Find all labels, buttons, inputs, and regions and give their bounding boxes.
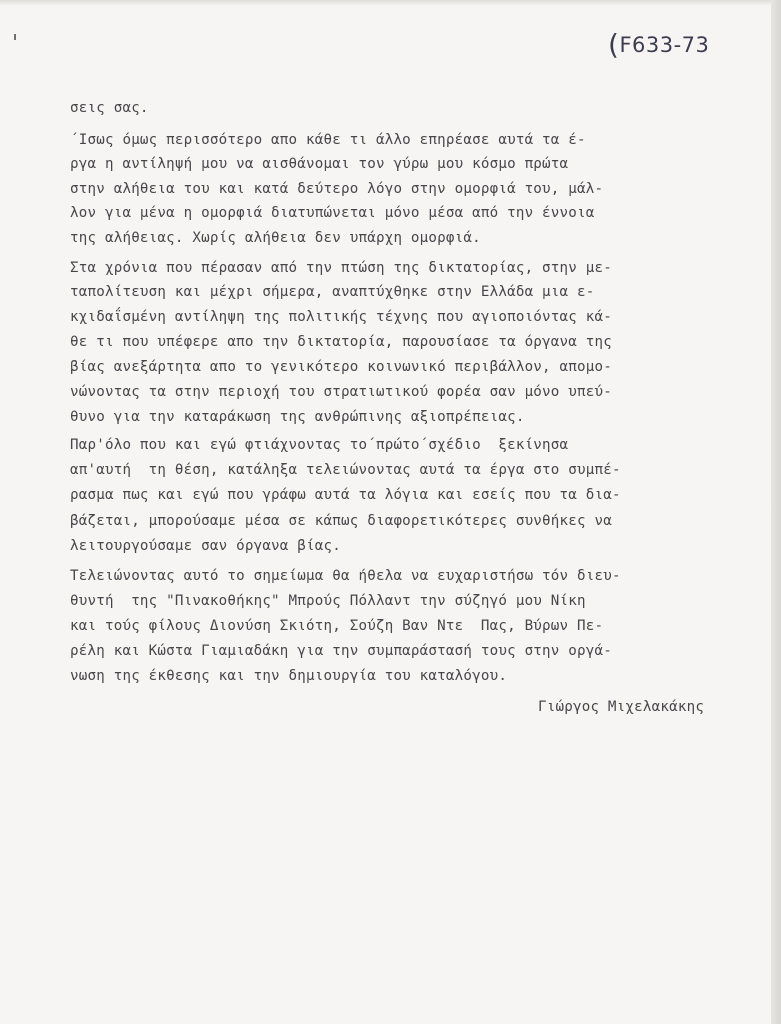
text-line: θε τι που υπέφερε απο την δικτατορία, παρουσίασε τα όργανα της (70, 334, 612, 350)
text-line: ρέλη και Κώστα Γιαμιαδάκη για την συμπαράστασή τους στην οργά- (70, 643, 612, 659)
text-line: βάζεται, μπορούσαμε μέσα σε κάπως διαφορετικότερες συνθήκες να (70, 513, 612, 529)
text-line: της αλήθειας. Χωρίς αλήθεια δεν υπάρχη ομορφιά. (70, 230, 481, 246)
text-line: λειτουργούσαμε σαν όργανα βίας. (70, 538, 341, 554)
text-line: ρασμα πως και εγώ που γράφω αυτά τα λόγια και εσείς που τα δια- (70, 487, 621, 503)
text-line: βίας ανεξάρτητα απο το γενικότερο κοινωνικό περιβάλλον, απομο- (70, 359, 612, 375)
text-line: σεις σας. (70, 100, 149, 116)
archive-reference-text: F633-73 (619, 33, 710, 57)
text-line: Παρ'όλο που και εγώ φτιάχνοντας το΄πρώτο΄σχέδιο ξεκίνησα (70, 437, 569, 453)
text-line: θυνο για την καταράκωση της ανθρώπινης αξιοπρέπειας. (70, 409, 525, 425)
open-paren: ( (608, 28, 620, 61)
text-line: Στα χρόνια που πέρασαν από την πτώση της δικτατορίας, στην με- (70, 260, 612, 276)
text-line: απ'αυτή τη θέση, κατάληξα τελειώνοντας αυτά τα έργα στο συμπέ- (70, 462, 621, 478)
text-line: κχιδαΐσμένη αντίληψη της πολιτικής τέχνης που αγιοποιόντας κά- (70, 309, 612, 325)
text-line: στην αλήθεια του και κατά δεύτερο λόγο στην ομορφιά του, μάλ- (70, 181, 604, 197)
text-line: ΄Ισως όμως περισσότερο απο κάθε τι άλλο επηρέασε αυτά τα έ- (70, 132, 586, 148)
author-signature: Γιώργος Μιχελακάκης (538, 699, 705, 715)
text-line: και τούς φίλους Διονύση Σκιότη, Σούζη Βαν Ντε Πας, Βύρων Πε- (70, 618, 604, 634)
text-line: λον για μένα η ομορφιά διατυπώνεται μόνο μέσα από την έννοια (70, 205, 595, 221)
text-line: νωση της έκθεσης και την δημιουργία του καταλόγου. (70, 668, 508, 684)
text-line: Τελειώνοντας αυτό το σημείωμα θα ήθελα να ευχαριστήσω τόν διευ- (70, 568, 621, 584)
text-line: ταπολίτευση και μέχρι σήμερα, αναπτύχθηκε στην Ελλάδα μια ε- (70, 284, 595, 300)
text-line: θυντή της "Πινακοθήκης" Μπρούς Πόλλαντ την σύζηγό μου Νίκη (70, 593, 586, 609)
text-line: νώνοντας τα στην περιοχή του στρατιωτικού φορέα σαν μόνο υπεύ- (70, 384, 612, 400)
text-line: ργα η αντίληψή μου να αισθάνομαι τον γύρω μου κόσμο πρώτα (70, 156, 569, 172)
